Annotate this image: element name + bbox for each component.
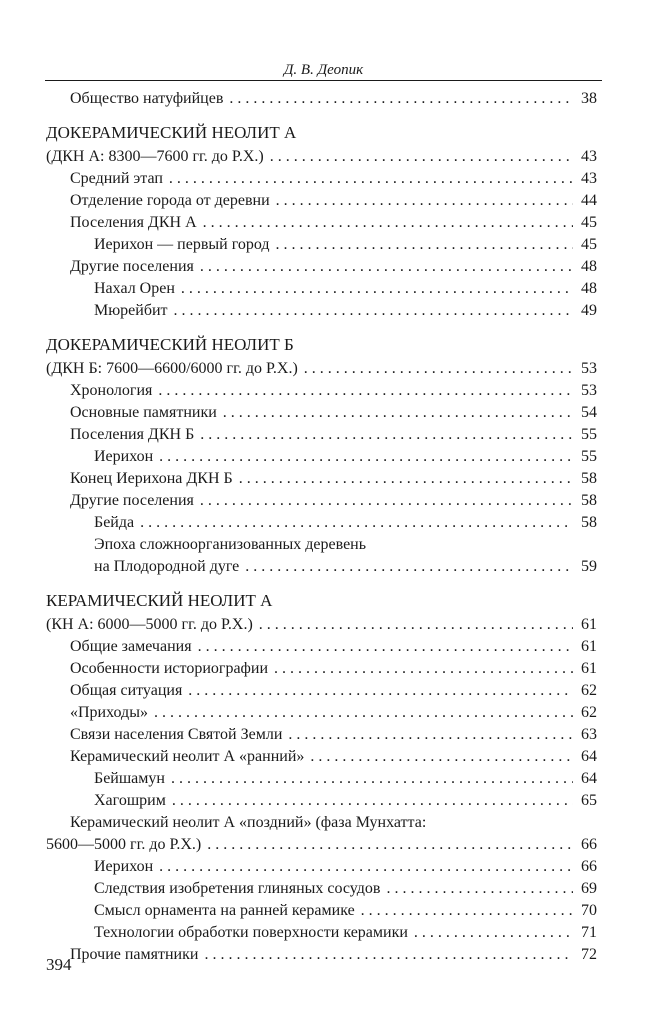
- toc-entry-title: Поселения ДКН Б: [70, 426, 195, 443]
- toc-entry: [46, 490, 597, 512]
- toc-entry-title: Другие поселения: [70, 258, 194, 275]
- toc-entry: [46, 468, 597, 490]
- dot-leader: [140, 512, 573, 534]
- toc-entry: [46, 146, 597, 168]
- toc-entry-page: 54: [581, 404, 597, 421]
- toc-entry-title: Эпоха сложноорганизованных деревень: [94, 536, 367, 553]
- toc-entry-title: (КН А: 6000—5000 гг. до Р.Х.): [46, 616, 253, 633]
- toc-entry-title: Керамический неолит А «ранний»: [70, 748, 305, 765]
- toc-entry: [46, 790, 597, 812]
- toc-entry: [46, 168, 597, 190]
- toc-entry-title: Иерихон — первый город: [94, 236, 270, 253]
- toc-entry-page: 45: [581, 214, 597, 231]
- toc-entry: [46, 234, 597, 256]
- toc-entry-page: 59: [581, 558, 597, 575]
- dot-leader: [200, 424, 573, 446]
- dot-leader: [158, 380, 573, 402]
- toc-entry: [46, 878, 597, 900]
- toc-entry-title: Бейда: [94, 514, 135, 531]
- toc-entry-title: Следствия изобретения глиняных сосудов: [94, 880, 381, 897]
- page-number: 394: [46, 955, 72, 974]
- toc-entry: [46, 922, 597, 944]
- toc-entry-title: Отделение города от деревни: [70, 192, 270, 209]
- toc-entry: [46, 856, 597, 878]
- dot-leader: [159, 446, 573, 468]
- dot-leader: [171, 768, 573, 790]
- dot-leader: [188, 680, 573, 702]
- toc-entry-page: 61: [581, 638, 597, 655]
- toc-entry-page: 43: [581, 170, 597, 187]
- toc-entry-page: 53: [581, 360, 597, 377]
- toc-entry: [46, 446, 597, 468]
- dot-leader: [274, 658, 573, 680]
- toc-entry-page: 48: [581, 280, 597, 297]
- toc-entry: [46, 724, 597, 746]
- toc-entry-title: Общество натуфийцев: [70, 90, 224, 107]
- toc-entry: [46, 680, 597, 702]
- toc-entry-page: 53: [581, 382, 597, 399]
- toc-entry-page: 70: [581, 902, 597, 919]
- toc-entry-title: Хронология: [70, 382, 153, 399]
- dot-leader: [386, 878, 573, 900]
- toc-entry-page: 66: [581, 858, 597, 875]
- dot-leader: [172, 790, 573, 812]
- toc-entry-title: Поселения ДКН А: [70, 214, 197, 231]
- toc-entry-title: (ДКН Б: 7600—6600/6000 гг. до Р.Х.): [46, 360, 298, 377]
- toc-entry: [46, 944, 597, 966]
- toc-entry-page: 64: [581, 770, 597, 787]
- dot-leader: [174, 300, 573, 322]
- toc-entry-page: 58: [581, 514, 597, 531]
- dot-leader: [159, 856, 573, 878]
- dot-leader: [288, 724, 573, 746]
- dot-leader: [245, 556, 573, 578]
- dot-leader: [169, 168, 573, 190]
- table-of-contents: [46, 88, 597, 966]
- toc-entry-page: 61: [581, 660, 597, 677]
- toc-entry-page: 64: [581, 748, 597, 765]
- dot-leader: [361, 900, 573, 922]
- toc-entry-page: 62: [581, 682, 597, 699]
- dot-leader: [304, 358, 573, 380]
- toc-entry-title: (ДКН А: 8300—7600 гг. до Р.Х.): [46, 148, 264, 165]
- toc-entry-title: Технологии обработки поверхности керамики: [94, 924, 408, 941]
- toc-entry-title: Мюрейбит: [94, 302, 168, 319]
- toc-entry: [46, 834, 597, 856]
- header-rule: [45, 80, 602, 81]
- dot-leader: [276, 190, 573, 212]
- toc-entry: [46, 212, 597, 234]
- toc-entry: [46, 300, 597, 322]
- toc-entry-page: 43: [581, 148, 597, 165]
- toc-entry: [46, 534, 597, 556]
- toc-entry: [46, 746, 597, 768]
- section-heading: ДОКЕРАМИЧЕСКИЙ НЕОЛИТ Б: [46, 335, 294, 354]
- toc-entry-title: Хагошрим: [94, 792, 166, 809]
- toc-entry: [46, 636, 597, 658]
- toc-entry-page: 71: [581, 924, 597, 941]
- toc-entry: [46, 88, 597, 110]
- toc-entry-page: 62: [581, 704, 597, 721]
- toc-entry-title: Керамический неолит А «поздний» (фаза Мунхатта:: [70, 814, 427, 831]
- dot-leader: [200, 256, 573, 278]
- toc-entry-title: Смысл орнамента на ранней керамике: [94, 902, 355, 919]
- toc-entry: [46, 702, 597, 724]
- dot-leader: [203, 212, 573, 234]
- toc-entry-page: 63: [581, 726, 597, 743]
- toc-entry: [46, 556, 597, 578]
- dot-leader: [270, 146, 573, 168]
- toc-entry-page: 45: [581, 236, 597, 253]
- toc-entry: [46, 402, 597, 424]
- dot-leader: [154, 702, 573, 724]
- section-heading: ДОКЕРАМИЧЕСКИЙ НЕОЛИТ А: [46, 123, 297, 142]
- toc-entry-page: 58: [581, 470, 597, 487]
- section-heading: КЕРАМИЧЕСКИЙ НЕОЛИТ А: [46, 591, 273, 610]
- toc-entry-title: Общие замечания: [70, 638, 192, 655]
- toc-entry-title: Связи населения Святой Земли: [70, 726, 283, 743]
- toc-entry-title: Прочие памятники: [70, 946, 199, 963]
- toc-entry-title: Основные памятники: [70, 404, 217, 421]
- toc-entry: [46, 614, 597, 636]
- toc-entry: [46, 424, 597, 446]
- toc-entry-page: 48: [581, 258, 597, 275]
- toc-entry-title: 5600—5000 гг. до Р.Х.): [46, 836, 202, 853]
- dot-leader: [414, 922, 573, 944]
- toc-entry-page: 65: [581, 792, 597, 809]
- toc-entry-page: 38: [581, 90, 597, 107]
- toc-entry-page: 55: [581, 448, 597, 465]
- dot-leader: [259, 614, 573, 636]
- toc-entry-title: Иерихон: [94, 858, 154, 875]
- toc-entry: [46, 190, 597, 212]
- toc-entry-title: Бейшамун: [94, 770, 165, 787]
- toc-entry-title: Особенности историографии: [70, 660, 269, 677]
- dot-leader: [200, 490, 573, 512]
- toc-entry-page: 58: [581, 492, 597, 509]
- toc-entry-title: Средний этап: [70, 170, 163, 187]
- toc-entry: [46, 512, 597, 534]
- dot-leader: [207, 834, 573, 856]
- toc-entry: [46, 768, 597, 790]
- toc-entry: [46, 256, 597, 278]
- toc-entry-page: 61: [581, 616, 597, 633]
- dot-leader: [229, 88, 573, 110]
- toc-entry-title: на Плодородной дуге: [94, 558, 240, 575]
- running-head: Д. В. Деопик: [283, 62, 364, 78]
- dot-leader: [198, 636, 573, 658]
- dot-leader: [239, 468, 573, 490]
- toc-entry: [46, 380, 597, 402]
- toc-entry-title: Нахал Орен: [94, 280, 175, 297]
- toc-entry-page: 55: [581, 426, 597, 443]
- toc-entry: [46, 358, 597, 380]
- toc-entry-page: 72: [581, 946, 597, 963]
- dot-leader: [223, 402, 573, 424]
- dot-leader: [204, 944, 573, 966]
- toc-entry-title: Другие поселения: [70, 492, 194, 509]
- dot-leader: [276, 234, 573, 256]
- toc-entry-page: 49: [581, 302, 597, 319]
- toc-entry-page: 44: [581, 192, 597, 209]
- toc-entry: [46, 278, 597, 300]
- toc-entry-page: 69: [581, 880, 597, 897]
- toc-entry: [46, 658, 597, 680]
- toc-entry: [46, 812, 597, 834]
- toc-entry-title: Общая ситуация: [70, 682, 183, 699]
- dot-leader: [310, 746, 573, 768]
- dot-leader: [181, 278, 573, 300]
- toc-entry-title: Иерихон: [94, 448, 154, 465]
- toc-entry-title: «Приходы»: [70, 704, 148, 721]
- toc-entry-title: Конец Иерихона ДКН Б: [70, 470, 233, 487]
- toc-entry-page: 66: [581, 836, 597, 853]
- toc-entry: [46, 900, 597, 922]
